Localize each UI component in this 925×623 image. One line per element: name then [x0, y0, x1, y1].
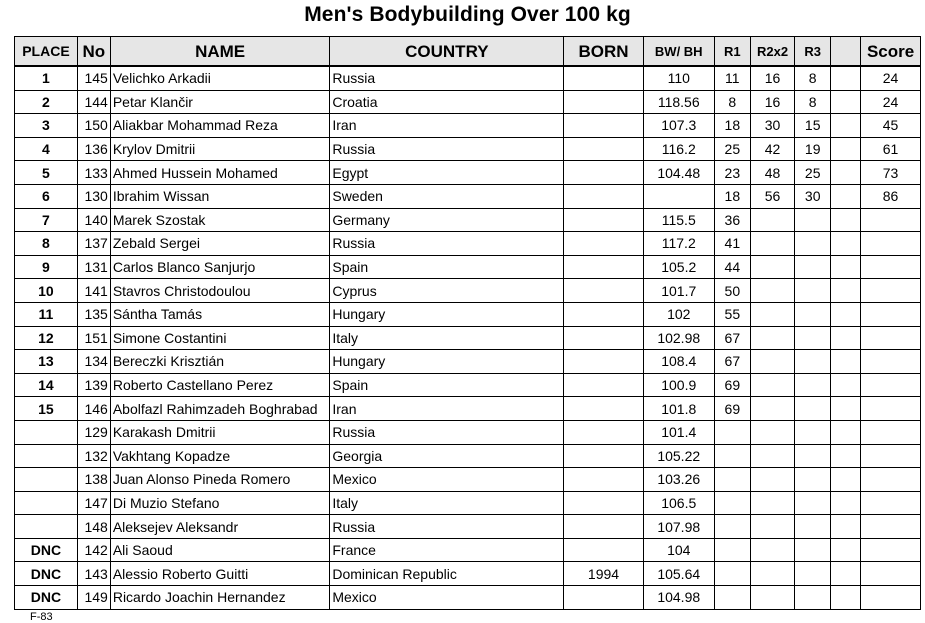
cell-name: Stavros Christodoulou: [110, 279, 330, 303]
cell-r1: 41: [714, 232, 750, 256]
cell-place: 3: [15, 114, 78, 138]
cell-r2: [750, 538, 794, 562]
cell-r3: 30: [795, 184, 831, 208]
table-row: [15, 538, 921, 562]
table-row: [15, 137, 921, 161]
cell-r1: 11: [714, 66, 750, 90]
cell-r1: 69: [714, 397, 750, 421]
table-row: [15, 350, 921, 374]
cell-place: 8: [15, 232, 78, 256]
cell-r1: 69: [714, 373, 750, 397]
cell-name: Petar Klančir: [110, 90, 330, 114]
cell-r1: 55: [714, 302, 750, 326]
cell-no: 141: [77, 279, 110, 303]
cell-born: [564, 161, 643, 185]
cell-bw: 107.3: [643, 114, 714, 138]
cell-r3: [795, 279, 831, 303]
cell-r2: [750, 444, 794, 468]
cell-blank: [831, 444, 861, 468]
table-row: [15, 468, 921, 492]
cell-score: [861, 373, 921, 397]
cell-blank: [831, 373, 861, 397]
cell-r1: 18: [714, 114, 750, 138]
cell-born: [564, 232, 643, 256]
cell-country: Italy: [330, 491, 564, 515]
cell-bw: 103.26: [643, 468, 714, 492]
header-row: [15, 37, 921, 67]
cell-r2: [750, 279, 794, 303]
cell-score: [861, 326, 921, 350]
cell-country: Germany: [330, 208, 564, 232]
cell-country: Egypt: [330, 161, 564, 185]
cell-no: 140: [77, 208, 110, 232]
cell-place: 6: [15, 184, 78, 208]
cell-born: [564, 420, 643, 444]
cell-r2: [750, 468, 794, 492]
cell-name: Marek Szostak: [110, 208, 330, 232]
cell-r3: [795, 444, 831, 468]
table-row: [15, 420, 921, 444]
cell-no: 149: [77, 586, 110, 610]
cell-bw: 107.98: [643, 515, 714, 539]
cell-blank: [831, 161, 861, 185]
cell-born: 1994: [564, 562, 643, 586]
cell-r3: [795, 350, 831, 374]
cell-no: 132: [77, 444, 110, 468]
cell-score: 61: [861, 137, 921, 161]
cell-born: [564, 137, 643, 161]
header-blank: [831, 37, 861, 67]
cell-blank: [831, 420, 861, 444]
cell-name: Alessio Roberto Guitti: [110, 562, 330, 586]
cell-r3: [795, 255, 831, 279]
cell-country: Iran: [330, 397, 564, 421]
cell-no: 145: [77, 66, 110, 90]
cell-country: Hungary: [330, 350, 564, 374]
cell-bw: 117.2: [643, 232, 714, 256]
cell-score: 86: [861, 184, 921, 208]
cell-blank: [831, 397, 861, 421]
cell-place: 13: [15, 350, 78, 374]
cell-place: DNC: [15, 562, 78, 586]
cell-born: [564, 90, 643, 114]
cell-no: 130: [77, 184, 110, 208]
cell-r3: [795, 586, 831, 610]
cell-score: [861, 420, 921, 444]
cell-r1: 67: [714, 350, 750, 374]
cell-place: 1: [15, 66, 78, 90]
cell-r1: [714, 515, 750, 539]
table-row: [15, 184, 921, 208]
cell-blank: [831, 491, 861, 515]
cell-r3: [795, 397, 831, 421]
cell-r3: 8: [795, 90, 831, 114]
header-name: NAME: [110, 37, 330, 67]
cell-bw: 101.4: [643, 420, 714, 444]
cell-country: Croatia: [330, 90, 564, 114]
cell-bw: 102.98: [643, 326, 714, 350]
cell-place: 7: [15, 208, 78, 232]
cell-born: [564, 444, 643, 468]
cell-score: 24: [861, 90, 921, 114]
cell-place: DNC: [15, 586, 78, 610]
cell-born: [564, 66, 643, 90]
cell-no: 135: [77, 302, 110, 326]
table-row: [15, 397, 921, 421]
cell-country: Mexico: [330, 586, 564, 610]
cell-place: [15, 515, 78, 539]
cell-r2: [750, 373, 794, 397]
cell-no: 142: [77, 538, 110, 562]
table-row: [15, 491, 921, 515]
cell-place: [15, 420, 78, 444]
cell-blank: [831, 586, 861, 610]
cell-bw: 108.4: [643, 350, 714, 374]
cell-r1: 23: [714, 161, 750, 185]
cell-country: Iran: [330, 114, 564, 138]
cell-no: 143: [77, 562, 110, 586]
cell-blank: [831, 538, 861, 562]
cell-r3: [795, 302, 831, 326]
header-bw: BW/ BH: [643, 37, 714, 67]
cell-score: [861, 232, 921, 256]
cell-bw: 100.9: [643, 373, 714, 397]
cell-name: Aliakbar Mohammad Reza: [110, 114, 330, 138]
cell-r2: 42: [750, 137, 794, 161]
cell-score: [861, 208, 921, 232]
cell-country: Dominican Republic: [330, 562, 564, 586]
cell-no: 146: [77, 397, 110, 421]
cell-name: Ahmed Hussein Mohamed: [110, 161, 330, 185]
table-row: [15, 326, 921, 350]
cell-blank: [831, 562, 861, 586]
table-row: [15, 444, 921, 468]
cell-bw: 105.22: [643, 444, 714, 468]
cell-place: 4: [15, 137, 78, 161]
cell-bw: 105.2: [643, 255, 714, 279]
table-row: [15, 302, 921, 326]
cell-r2: 48: [750, 161, 794, 185]
cell-score: [861, 350, 921, 374]
cell-born: [564, 255, 643, 279]
cell-blank: [831, 302, 861, 326]
cell-no: 136: [77, 137, 110, 161]
cell-r2: [750, 397, 794, 421]
cell-r1: [714, 468, 750, 492]
cell-no: 148: [77, 515, 110, 539]
cell-name: Ali Saoud: [110, 538, 330, 562]
cell-no: 138: [77, 468, 110, 492]
cell-born: [564, 397, 643, 421]
cell-born: [564, 515, 643, 539]
cell-born: [564, 468, 643, 492]
cell-country: Russia: [330, 420, 564, 444]
cell-blank: [831, 326, 861, 350]
cell-bw: 101.8: [643, 397, 714, 421]
cell-bw: 104.98: [643, 586, 714, 610]
cell-place: 14: [15, 373, 78, 397]
results-table: [14, 36, 921, 610]
cell-r3: [795, 373, 831, 397]
cell-score: [861, 491, 921, 515]
cell-name: Roberto Castellano Perez: [110, 373, 330, 397]
cell-place: 9: [15, 255, 78, 279]
cell-r3: 8: [795, 66, 831, 90]
cell-born: [564, 373, 643, 397]
cell-bw: 116.2: [643, 137, 714, 161]
results-body: [15, 66, 921, 609]
cell-born: [564, 302, 643, 326]
cell-name: Juan Alonso Pineda Romero: [110, 468, 330, 492]
cell-blank: [831, 66, 861, 90]
cell-name: Ricardo Joachin Hernandez: [110, 586, 330, 610]
cell-r1: 50: [714, 279, 750, 303]
table-row: [15, 562, 921, 586]
cell-r1: 67: [714, 326, 750, 350]
cell-score: [861, 279, 921, 303]
cell-blank: [831, 279, 861, 303]
cell-r1: 8: [714, 90, 750, 114]
cell-r3: [795, 562, 831, 586]
cell-no: 147: [77, 491, 110, 515]
cell-r1: [714, 444, 750, 468]
cell-r1: [714, 538, 750, 562]
cell-name: Abolfazl Rahimzadeh Boghrabad: [110, 397, 330, 421]
cell-no: 134: [77, 350, 110, 374]
cell-score: [861, 255, 921, 279]
cell-blank: [831, 255, 861, 279]
cell-country: Russia: [330, 137, 564, 161]
cell-score: [861, 562, 921, 586]
cell-bw: 105.64: [643, 562, 714, 586]
cell-no: 133: [77, 161, 110, 185]
cell-place: [15, 468, 78, 492]
cell-name: Sántha Tamás: [110, 302, 330, 326]
cell-score: [861, 515, 921, 539]
cell-bw: [643, 184, 714, 208]
cell-r2: [750, 326, 794, 350]
cell-blank: [831, 114, 861, 138]
cell-r2: [750, 208, 794, 232]
table-row: [15, 66, 921, 90]
cell-no: 139: [77, 373, 110, 397]
page-title: Men's Bodybuilding Over 100 kg: [304, 3, 631, 26]
cell-r1: 44: [714, 255, 750, 279]
cell-country: Russia: [330, 232, 564, 256]
cell-blank: [831, 350, 861, 374]
header-country: COUNTRY: [330, 37, 564, 67]
cell-bw: 115.5: [643, 208, 714, 232]
cell-place: 11: [15, 302, 78, 326]
cell-bw: 110: [643, 66, 714, 90]
cell-score: [861, 444, 921, 468]
cell-score: [861, 468, 921, 492]
cell-born: [564, 350, 643, 374]
cell-r1: [714, 586, 750, 610]
cell-r3: 19: [795, 137, 831, 161]
table-row: [15, 114, 921, 138]
cell-bw: 118.56: [643, 90, 714, 114]
table-row: [15, 90, 921, 114]
cell-r3: [795, 468, 831, 492]
cell-born: [564, 538, 643, 562]
cell-r3: [795, 515, 831, 539]
cell-r2: 30: [750, 114, 794, 138]
cell-r3: [795, 326, 831, 350]
cell-name: Velichko Arkadii: [110, 66, 330, 90]
cell-r2: 16: [750, 90, 794, 114]
cell-r2: [750, 420, 794, 444]
cell-no: 129: [77, 420, 110, 444]
cell-r2: [750, 302, 794, 326]
cell-country: Sweden: [330, 184, 564, 208]
cell-r1: 25: [714, 137, 750, 161]
cell-no: 131: [77, 255, 110, 279]
header-r3: R3: [795, 37, 831, 67]
cell-r1: [714, 420, 750, 444]
cell-r3: [795, 420, 831, 444]
cell-r2: 56: [750, 184, 794, 208]
cell-no: 150: [77, 114, 110, 138]
cell-r1: [714, 491, 750, 515]
cell-blank: [831, 515, 861, 539]
cell-score: [861, 397, 921, 421]
cell-score: 73: [861, 161, 921, 185]
cell-country: Mexico: [330, 468, 564, 492]
table-row: [15, 586, 921, 610]
cell-score: 45: [861, 114, 921, 138]
cell-born: [564, 114, 643, 138]
cell-r3: 25: [795, 161, 831, 185]
cell-bw: 102: [643, 302, 714, 326]
cell-r2: [750, 232, 794, 256]
cell-no: 144: [77, 90, 110, 114]
header-born: BORN: [564, 37, 643, 67]
cell-blank: [831, 208, 861, 232]
table-row: [15, 232, 921, 256]
cell-score: 24: [861, 66, 921, 90]
cell-bw: 101.7: [643, 279, 714, 303]
cell-born: [564, 586, 643, 610]
cell-born: [564, 491, 643, 515]
cell-place: [15, 491, 78, 515]
cell-country: France: [330, 538, 564, 562]
cell-born: [564, 326, 643, 350]
header-place: PLACE: [15, 37, 78, 67]
cell-r2: 16: [750, 66, 794, 90]
header-score: Score: [861, 37, 921, 67]
cell-place: 12: [15, 326, 78, 350]
cell-r1: [714, 562, 750, 586]
cell-born: [564, 208, 643, 232]
cell-country: Spain: [330, 373, 564, 397]
cell-born: [564, 279, 643, 303]
cell-score: [861, 538, 921, 562]
cell-r2: [750, 255, 794, 279]
cell-name: Aleksejev Aleksandr: [110, 515, 330, 539]
cell-name: Karakash Dmitrii: [110, 420, 330, 444]
header-r2: R2x2: [750, 37, 794, 67]
table-row: [15, 515, 921, 539]
cell-name: Carlos Blanco Sanjurjo: [110, 255, 330, 279]
cell-bw: 104: [643, 538, 714, 562]
cell-r3: [795, 232, 831, 256]
cell-blank: [831, 232, 861, 256]
cell-blank: [831, 184, 861, 208]
cell-blank: [831, 90, 861, 114]
cell-country: Cyprus: [330, 279, 564, 303]
table-row: [15, 279, 921, 303]
header-no: No: [77, 37, 110, 67]
cell-r1: 36: [714, 208, 750, 232]
cell-name: Bereczki Krisztián: [110, 350, 330, 374]
cell-bw: 106.5: [643, 491, 714, 515]
cell-country: Italy: [330, 326, 564, 350]
table-row: [15, 373, 921, 397]
cell-name: Zebald Sergei: [110, 232, 330, 256]
cell-bw: 104.48: [643, 161, 714, 185]
cell-r2: [750, 491, 794, 515]
cell-country: Hungary: [330, 302, 564, 326]
cell-name: Ibrahim Wissan: [110, 184, 330, 208]
cell-country: Spain: [330, 255, 564, 279]
cell-country: Georgia: [330, 444, 564, 468]
table-row: [15, 255, 921, 279]
cell-r1: 18: [714, 184, 750, 208]
cell-place: 2: [15, 90, 78, 114]
cell-name: Simone Costantini: [110, 326, 330, 350]
cell-name: Di Muzio Stefano: [110, 491, 330, 515]
cell-r3: 15: [795, 114, 831, 138]
cell-no: 137: [77, 232, 110, 256]
cell-blank: [831, 468, 861, 492]
cell-born: [564, 184, 643, 208]
cell-r2: [750, 515, 794, 539]
cell-place: 5: [15, 161, 78, 185]
cell-place: 10: [15, 279, 78, 303]
cell-r3: [795, 491, 831, 515]
cell-r2: [750, 586, 794, 610]
cell-name: Krylov Dmitrii: [110, 137, 330, 161]
cell-score: [861, 586, 921, 610]
cell-place: [15, 444, 78, 468]
cell-r2: [750, 350, 794, 374]
cell-place: 15: [15, 397, 78, 421]
cell-r3: [795, 208, 831, 232]
cell-r2: [750, 562, 794, 586]
cell-score: [861, 302, 921, 326]
cell-country: Russia: [330, 515, 564, 539]
cell-no: 151: [77, 326, 110, 350]
footer-code: F-83: [30, 611, 53, 623]
cell-blank: [831, 137, 861, 161]
table-row: [15, 161, 921, 185]
cell-name: Vakhtang Kopadze: [110, 444, 330, 468]
cell-r3: [795, 538, 831, 562]
header-r1: R1: [714, 37, 750, 67]
cell-country: Russia: [330, 66, 564, 90]
table-row: [15, 208, 921, 232]
cell-place: DNC: [15, 538, 78, 562]
